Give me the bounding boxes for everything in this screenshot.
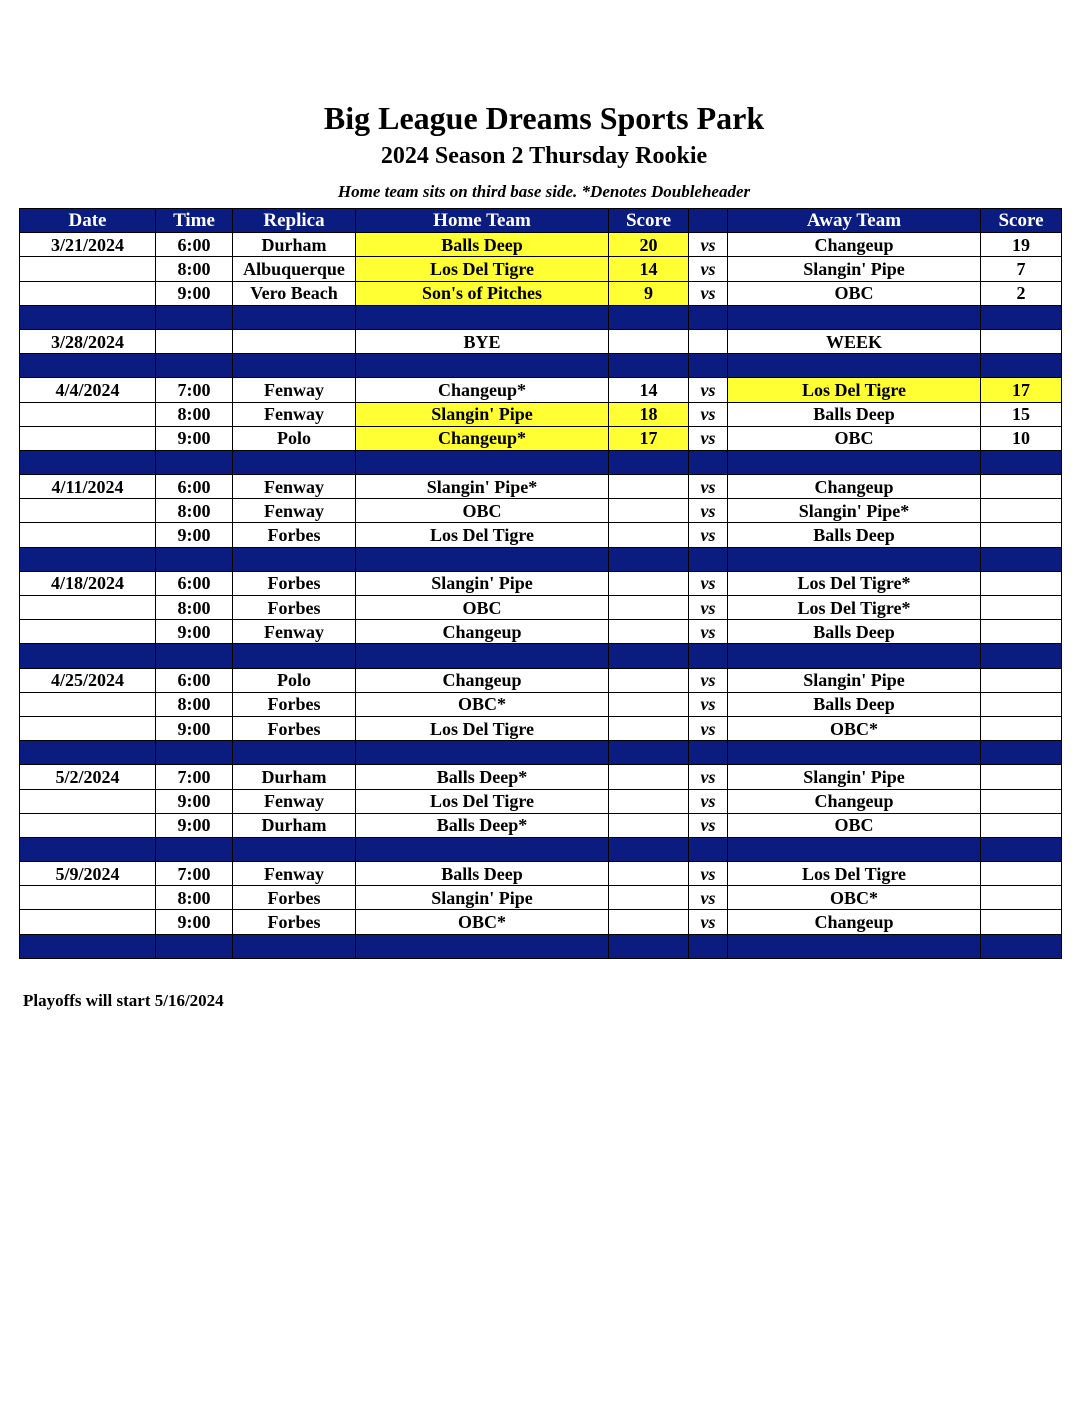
separator-cell <box>356 354 609 378</box>
replica-cell: Fenway <box>233 789 356 813</box>
time-cell: 8:00 <box>156 402 233 426</box>
time-cell: 6:00 <box>156 571 233 595</box>
away-score-cell <box>981 596 1062 620</box>
date-cell: 3/21/2024 <box>20 233 156 257</box>
time-cell: 9:00 <box>156 281 233 305</box>
date-cell <box>20 499 156 523</box>
away-score-cell <box>981 910 1062 934</box>
separator-cell <box>609 741 689 765</box>
away-score-cell <box>981 571 1062 595</box>
table-row <box>20 523 1062 547</box>
table-row <box>20 233 1062 257</box>
vs-cell: vs <box>689 886 728 910</box>
away-score-cell: 10 <box>981 426 1062 450</box>
separator-cell <box>356 837 609 861</box>
separator-cell <box>156 934 233 958</box>
vs-cell: vs <box>689 813 728 837</box>
away-team-cell: Changeup <box>728 789 981 813</box>
table-row <box>20 620 1062 644</box>
vs-cell: vs <box>689 571 728 595</box>
home-team-cell: Balls Deep <box>356 862 609 886</box>
time-cell: 6:00 <box>156 668 233 692</box>
away-score-cell: 15 <box>981 402 1062 426</box>
time-cell: 9:00 <box>156 716 233 740</box>
playoffs-note: Playoffs will start 5/16/2024 <box>23 991 224 1010</box>
separator-row <box>20 741 1062 765</box>
separator-cell <box>689 934 728 958</box>
separator-cell <box>981 450 1062 474</box>
home-team-cell: OBC* <box>356 910 609 934</box>
separator-row <box>20 644 1062 668</box>
col-header-away-score: Score <box>981 209 1062 233</box>
time-cell: 8:00 <box>156 692 233 716</box>
vs-cell: vs <box>689 475 728 499</box>
col-header-replica: Replica <box>233 209 356 233</box>
time-cell: 9:00 <box>156 813 233 837</box>
away-team-cell: OBC* <box>728 716 981 740</box>
vs-cell: vs <box>689 910 728 934</box>
date-cell <box>20 716 156 740</box>
home-team-cell: Slangin' Pipe <box>356 402 609 426</box>
separator-cell <box>233 741 356 765</box>
time-cell: 8:00 <box>156 257 233 281</box>
date-cell: 4/4/2024 <box>20 378 156 402</box>
separator-row <box>20 547 1062 571</box>
home-score-cell <box>609 329 689 353</box>
home-team-cell: Balls Deep* <box>356 813 609 837</box>
separator-cell <box>609 547 689 571</box>
replica-cell: Forbes <box>233 692 356 716</box>
table-row <box>20 499 1062 523</box>
vs-cell: vs <box>689 716 728 740</box>
date-cell: 5/9/2024 <box>20 862 156 886</box>
home-team-cell: Changeup <box>356 620 609 644</box>
table-row <box>20 281 1062 305</box>
away-score-cell <box>981 329 1062 353</box>
away-score-cell <box>981 886 1062 910</box>
time-cell: 8:00 <box>156 596 233 620</box>
vs-cell: vs <box>689 257 728 281</box>
replica-cell: Durham <box>233 813 356 837</box>
separator-cell <box>728 644 981 668</box>
table-row <box>20 596 1062 620</box>
separator-cell <box>981 354 1062 378</box>
home-team-cell: Slangin' Pipe* <box>356 475 609 499</box>
table-row <box>20 668 1062 692</box>
home-team-cell: Balls Deep* <box>356 765 609 789</box>
separator-cell <box>20 354 156 378</box>
separator-cell <box>689 741 728 765</box>
page-title: Big League Dreams Sports Park <box>323 100 765 136</box>
away-score-cell: 7 <box>981 257 1062 281</box>
separator-cell <box>728 547 981 571</box>
away-team-cell: OBC <box>728 813 981 837</box>
vs-cell: vs <box>689 281 728 305</box>
separator-cell <box>356 547 609 571</box>
separator-cell <box>609 305 689 329</box>
replica-cell: Durham <box>233 765 356 789</box>
separator-cell <box>689 354 728 378</box>
separator-cell <box>156 354 233 378</box>
separator-cell <box>689 305 728 329</box>
home-score-cell: 14 <box>609 378 689 402</box>
table-row <box>20 910 1062 934</box>
time-cell: 9:00 <box>156 789 233 813</box>
separator-cell <box>689 547 728 571</box>
separator-cell <box>233 837 356 861</box>
date-cell: 4/18/2024 <box>20 571 156 595</box>
date-cell: 3/28/2024 <box>20 329 156 353</box>
separator-cell <box>981 644 1062 668</box>
away-team-cell: Los Del Tigre* <box>728 596 981 620</box>
table-row <box>20 257 1062 281</box>
col-header-vs <box>689 209 728 233</box>
table-row <box>20 571 1062 595</box>
home-team-cell: Los Del Tigre <box>356 257 609 281</box>
time-cell: 7:00 <box>156 862 233 886</box>
table-row <box>20 329 1062 353</box>
replica-cell: Vero Beach <box>233 281 356 305</box>
home-team-cell: Los Del Tigre <box>356 523 609 547</box>
separator-cell <box>20 741 156 765</box>
vs-cell: vs <box>689 233 728 257</box>
separator-cell <box>20 934 156 958</box>
date-cell: 4/11/2024 <box>20 475 156 499</box>
away-team-cell: OBC <box>728 281 981 305</box>
separator-cell <box>156 837 233 861</box>
time-cell: 7:00 <box>156 378 233 402</box>
separator-cell <box>356 450 609 474</box>
separator-cell <box>233 934 356 958</box>
home-score-cell <box>609 596 689 620</box>
time-cell: 9:00 <box>156 523 233 547</box>
away-team-cell: OBC <box>728 426 981 450</box>
col-header-away-team: Away Team <box>728 209 981 233</box>
time-cell <box>156 329 233 353</box>
separator-cell <box>156 547 233 571</box>
away-score-cell <box>981 523 1062 547</box>
home-score-cell: 14 <box>609 257 689 281</box>
vs-cell: vs <box>689 499 728 523</box>
away-team-cell: Balls Deep <box>728 402 981 426</box>
table-row <box>20 475 1062 499</box>
table-row <box>20 716 1062 740</box>
away-team-cell: Slangin' Pipe* <box>728 499 981 523</box>
separator-cell <box>981 837 1062 861</box>
home-team-cell: Changeup* <box>356 426 609 450</box>
date-cell <box>20 281 156 305</box>
separator-row <box>20 450 1062 474</box>
table-header-row <box>20 209 1062 233</box>
schedule-body <box>20 233 1062 959</box>
home-score-cell: 20 <box>609 233 689 257</box>
separator-cell <box>689 450 728 474</box>
schedule-table <box>19 208 1062 959</box>
away-score-cell <box>981 668 1062 692</box>
separator-cell <box>356 305 609 329</box>
away-team-cell: Los Del Tigre* <box>728 571 981 595</box>
separator-cell <box>20 305 156 329</box>
separator-cell <box>728 450 981 474</box>
separator-cell <box>356 644 609 668</box>
home-team-cell: OBC* <box>356 692 609 716</box>
away-team-cell: Changeup <box>728 475 981 499</box>
separator-cell <box>156 644 233 668</box>
away-team-cell: Slangin' Pipe <box>728 668 981 692</box>
replica-cell: Fenway <box>233 402 356 426</box>
vs-cell: vs <box>689 426 728 450</box>
away-score-cell: 2 <box>981 281 1062 305</box>
separator-row <box>20 837 1062 861</box>
home-score-cell <box>609 620 689 644</box>
vs-cell: vs <box>689 862 728 886</box>
away-team-cell: Balls Deep <box>728 620 981 644</box>
separator-cell <box>689 837 728 861</box>
separator-cell <box>156 450 233 474</box>
table-row <box>20 862 1062 886</box>
col-header-time: Time <box>156 209 233 233</box>
separator-cell <box>20 547 156 571</box>
date-cell <box>20 402 156 426</box>
page-subtitle: 2024 Season 2 Thursday Rookie <box>380 143 708 169</box>
away-team-cell: Slangin' Pipe <box>728 765 981 789</box>
table-row <box>20 813 1062 837</box>
schedule-note: Home team sits on third base side. *Denotes Doubleheader <box>337 182 751 201</box>
date-cell <box>20 886 156 910</box>
away-score-cell <box>981 765 1062 789</box>
home-team-cell: Los Del Tigre <box>356 789 609 813</box>
separator-cell <box>609 450 689 474</box>
date-cell: 4/25/2024 <box>20 668 156 692</box>
separator-cell <box>609 837 689 861</box>
separator-cell <box>233 305 356 329</box>
away-score-cell <box>981 813 1062 837</box>
time-cell: 8:00 <box>156 499 233 523</box>
home-team-cell: Changeup* <box>356 378 609 402</box>
separator-cell <box>233 547 356 571</box>
date-cell <box>20 523 156 547</box>
date-cell: 5/2/2024 <box>20 765 156 789</box>
separator-row <box>20 934 1062 958</box>
replica-cell: Forbes <box>233 523 356 547</box>
col-header-home-score: Score <box>609 209 689 233</box>
separator-cell <box>20 837 156 861</box>
table-row <box>20 402 1062 426</box>
home-score-cell <box>609 571 689 595</box>
table-row <box>20 378 1062 402</box>
away-score-cell <box>981 716 1062 740</box>
separator-cell <box>356 741 609 765</box>
separator-row <box>20 305 1062 329</box>
home-team-cell: OBC <box>356 499 609 523</box>
time-cell: 9:00 <box>156 426 233 450</box>
time-cell: 9:00 <box>156 620 233 644</box>
vs-cell: vs <box>689 402 728 426</box>
home-score-cell <box>609 475 689 499</box>
separator-cell <box>728 837 981 861</box>
time-cell: 9:00 <box>156 910 233 934</box>
replica-cell: Polo <box>233 668 356 692</box>
replica-cell: Forbes <box>233 886 356 910</box>
away-team-cell: WEEK <box>728 329 981 353</box>
home-score-cell: 17 <box>609 426 689 450</box>
date-cell <box>20 813 156 837</box>
vs-cell: vs <box>689 789 728 813</box>
home-team-cell: Slangin' Pipe <box>356 886 609 910</box>
home-score-cell: 9 <box>609 281 689 305</box>
time-cell: 6:00 <box>156 233 233 257</box>
date-cell <box>20 789 156 813</box>
away-team-cell: Los Del Tigre <box>728 862 981 886</box>
away-team-cell: Slangin' Pipe <box>728 257 981 281</box>
home-score-cell: 18 <box>609 402 689 426</box>
vs-cell: vs <box>689 596 728 620</box>
table-row <box>20 789 1062 813</box>
date-cell <box>20 257 156 281</box>
vs-cell: vs <box>689 765 728 789</box>
date-cell <box>20 620 156 644</box>
replica-cell: Forbes <box>233 716 356 740</box>
time-cell: 6:00 <box>156 475 233 499</box>
home-score-cell <box>609 862 689 886</box>
away-team-cell: Balls Deep <box>728 692 981 716</box>
date-cell <box>20 596 156 620</box>
home-team-cell: Slangin' Pipe <box>356 571 609 595</box>
separator-cell <box>609 644 689 668</box>
separator-cell <box>609 354 689 378</box>
table-row <box>20 692 1062 716</box>
separator-cell <box>689 644 728 668</box>
away-score-cell: 17 <box>981 378 1062 402</box>
home-score-cell <box>609 668 689 692</box>
replica-cell: Durham <box>233 233 356 257</box>
separator-cell <box>356 934 609 958</box>
away-team-cell: Changeup <box>728 233 981 257</box>
vs-cell: vs <box>689 620 728 644</box>
replica-cell: Fenway <box>233 499 356 523</box>
separator-cell <box>728 741 981 765</box>
home-score-cell <box>609 886 689 910</box>
home-score-cell <box>609 813 689 837</box>
replica-cell: Fenway <box>233 620 356 644</box>
home-score-cell <box>609 692 689 716</box>
separator-cell <box>728 354 981 378</box>
separator-cell <box>728 305 981 329</box>
separator-cell <box>609 934 689 958</box>
replica-cell: Polo <box>233 426 356 450</box>
away-score-cell <box>981 475 1062 499</box>
table-row <box>20 765 1062 789</box>
home-score-cell <box>609 499 689 523</box>
replica-cell: Albuquerque <box>233 257 356 281</box>
separator-cell <box>728 934 981 958</box>
table-row <box>20 886 1062 910</box>
separator-row <box>20 354 1062 378</box>
away-score-cell: 19 <box>981 233 1062 257</box>
time-cell: 7:00 <box>156 765 233 789</box>
away-team-cell: Changeup <box>728 910 981 934</box>
col-header-home-team: Home Team <box>356 209 609 233</box>
home-score-cell <box>609 716 689 740</box>
away-score-cell <box>981 620 1062 644</box>
separator-cell <box>981 547 1062 571</box>
away-score-cell <box>981 862 1062 886</box>
date-cell <box>20 910 156 934</box>
away-score-cell <box>981 789 1062 813</box>
vs-cell: vs <box>689 523 728 547</box>
vs-cell: vs <box>689 692 728 716</box>
replica-cell: Forbes <box>233 571 356 595</box>
home-score-cell <box>609 910 689 934</box>
away-team-cell: OBC* <box>728 886 981 910</box>
replica-cell: Fenway <box>233 475 356 499</box>
home-team-cell: Son's of Pitches <box>356 281 609 305</box>
home-team-cell: Changeup <box>356 668 609 692</box>
separator-cell <box>981 741 1062 765</box>
separator-cell <box>20 450 156 474</box>
separator-cell <box>233 354 356 378</box>
replica-cell: Forbes <box>233 910 356 934</box>
home-team-cell: BYE <box>356 329 609 353</box>
vs-cell: vs <box>689 668 728 692</box>
separator-cell <box>156 305 233 329</box>
home-team-cell: Balls Deep <box>356 233 609 257</box>
away-team-cell: Balls Deep <box>728 523 981 547</box>
separator-cell <box>20 644 156 668</box>
date-cell <box>20 692 156 716</box>
separator-cell <box>233 644 356 668</box>
date-cell <box>20 426 156 450</box>
home-score-cell <box>609 789 689 813</box>
home-score-cell <box>609 523 689 547</box>
replica-cell: Forbes <box>233 596 356 620</box>
away-score-cell <box>981 692 1062 716</box>
separator-cell <box>981 305 1062 329</box>
replica-cell <box>233 329 356 353</box>
replica-cell: Fenway <box>233 378 356 402</box>
table-row <box>20 426 1062 450</box>
separator-cell <box>981 934 1062 958</box>
replica-cell: Fenway <box>233 862 356 886</box>
separator-cell <box>233 450 356 474</box>
vs-cell: vs <box>689 378 728 402</box>
away-score-cell <box>981 499 1062 523</box>
col-header-date: Date <box>20 209 156 233</box>
home-score-cell <box>609 765 689 789</box>
home-team-cell: OBC <box>356 596 609 620</box>
vs-cell <box>689 329 728 353</box>
separator-cell <box>156 741 233 765</box>
away-team-cell: Los Del Tigre <box>728 378 981 402</box>
time-cell: 8:00 <box>156 886 233 910</box>
home-team-cell: Los Del Tigre <box>356 716 609 740</box>
